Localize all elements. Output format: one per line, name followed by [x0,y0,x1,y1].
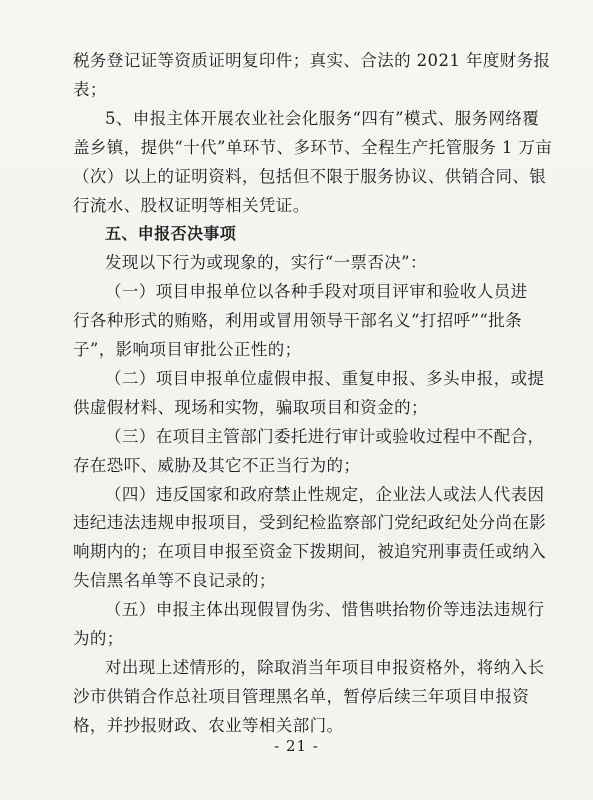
paragraph-line: （一）项目申报单位以各种手段对项目评审和验收人员进 [105,282,528,302]
paragraph-line: （五）申报主体出现假冒伪劣、惜售哄抬物价等违法违规行 [105,600,545,620]
paragraph-line: （二）项目申报单位虚假申报、重复申报、多头申报，或提 [105,368,545,388]
paragraph-line: （三）在项目主管部门委托进行审计或验收过程中不配合， [105,426,545,446]
paragraph-line: （次）以上的证明资料，包括但不限于服务协议、供销合同、银 [73,166,547,186]
paragraph-line: 盖乡镇，提供“十代”单环节、多环节、全程生产托管服务 1 万亩 [73,137,553,157]
paragraph-line: 供虚假材料、现场和实物，骗取项目和资金的； [73,397,428,417]
paragraph-line: 为的； [73,629,124,648]
paragraph-line: 发现以下行为或现象的，实行“一票否决”： [105,253,427,273]
paragraph-line: 行各种形式的贿赂，利用或冒用领导干部名义“打招呼”“批条 [73,311,523,331]
paragraph-line: 行流水、股权证明等相关凭证。 [73,195,310,215]
paragraph-line: 5、申报主体开展农业社会化服务“四有”模式、服务网络覆 [105,108,540,128]
paragraph-line: 存在恐吓、威胁及其它不正当行为的； [73,455,361,475]
paragraph-line: （四）违反国家和政府禁止性规定，企业法人或法人代表因 [105,484,545,504]
section-heading: 五、申报否决事项 [105,224,237,244]
paragraph-line: 违纪违法违规申报项目，受到纪检监察部门党纪政纪处分尚在影 [73,513,547,533]
paragraph-line: 响期内的；在项目申报至资金下拨期间，被追究刑事责任或纳入 [73,542,547,562]
paragraph-line: 失信黑名单等不良记录的； [73,571,276,591]
paragraph-line: 对出现上述情形的，除取消当年项目申报资格外，将纳入长 [105,657,545,677]
paragraph-line: 子”，影响项目审批公正性的； [73,340,302,359]
paragraph-line: 表； [73,79,107,99]
page-number: - 21 - [274,737,319,755]
paragraph-line: 格，并抄报财政、农业等相关部门。 [73,715,344,735]
paragraph-line: 税务登记证等资质证明复印件；真实、合法的 2021 年度财务报 [73,51,551,70]
paragraph-line: 沙市供销合作总社项目管理黑名单，暂停后续三年项目申报资 [73,686,530,706]
